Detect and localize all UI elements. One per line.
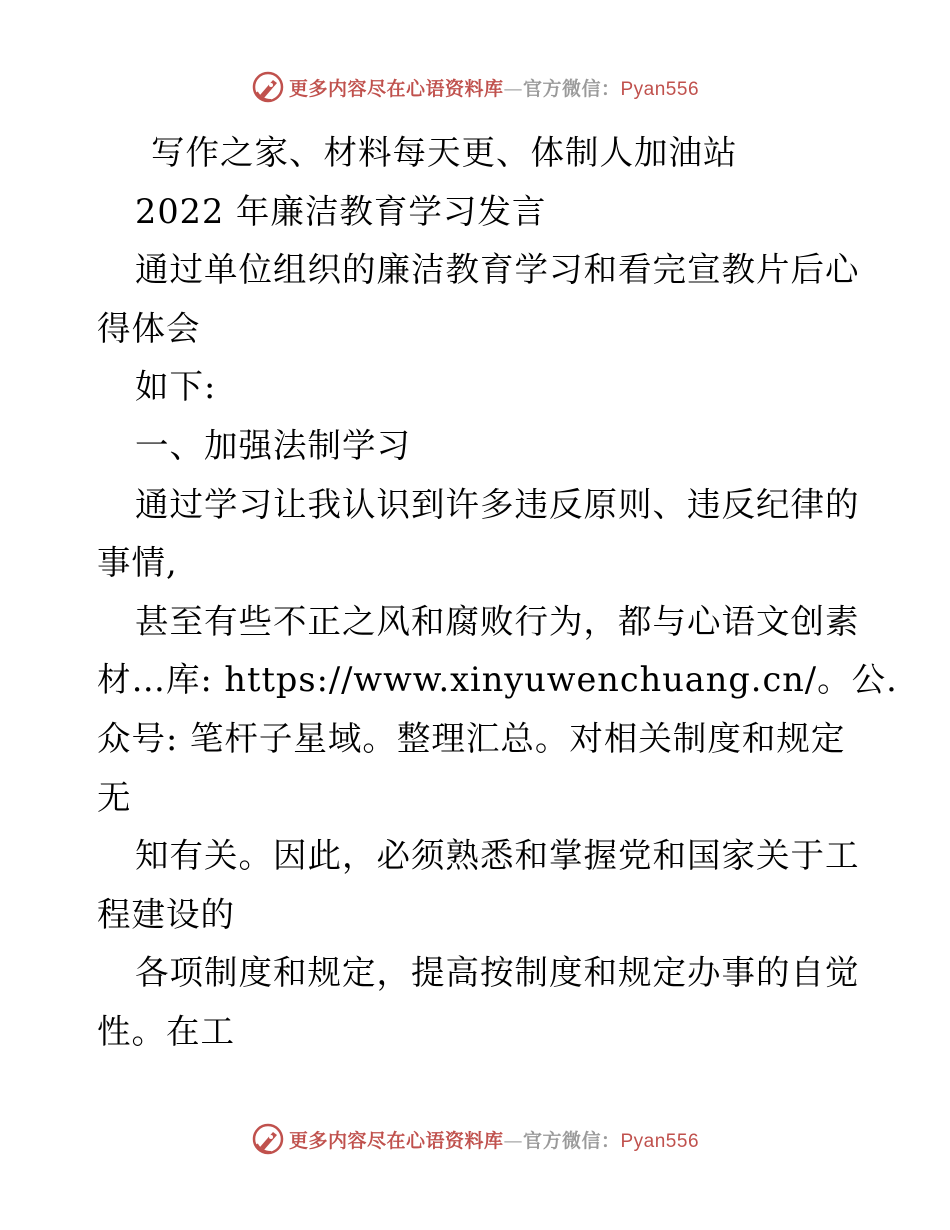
banner-text	[289, 1126, 699, 1153]
doc-line: 一、加强法制学习	[135, 425, 411, 465]
doc-line: 无	[97, 777, 132, 817]
pen-nib-circle-icon	[251, 70, 285, 104]
banner-sub: 官方微信：	[522, 77, 621, 100]
doc-line: 事情,	[97, 543, 178, 583]
banner-main: 更多内容尽在心语资料库	[288, 1129, 504, 1152]
banner-separator: —	[503, 77, 523, 100]
doc-line: 通过单位组织的廉洁教育学习和看完宣教片后心	[135, 250, 860, 290]
banner-wechat-id: Pyan556	[620, 1130, 700, 1152]
doc-line: 材…库: https://www.xinyuwenchuang.cn/。公.	[97, 660, 898, 700]
banner-main: 更多内容尽在心语资料库	[288, 77, 504, 100]
doc-line: 2022 年廉洁教育学习发言	[135, 191, 547, 231]
footer-banner	[0, 1122, 950, 1156]
doc-line: 知有关。因此，必须熟悉和掌握党和国家关于工	[135, 836, 860, 876]
doc-line: 性。在工	[97, 1011, 235, 1051]
doc-line: 众号: 笔杆子星域。整理汇总。对相关制度和规定	[97, 718, 846, 758]
banner-separator: —	[503, 1129, 523, 1152]
doc-line: 得体会	[97, 308, 201, 348]
banner-text	[289, 74, 699, 101]
doc-line: 各项制度和规定，提高按制度和规定办事的自觉	[135, 953, 860, 993]
doc-line: 写作之家、材料每天更、体制人加油站	[151, 133, 738, 172]
document-body	[97, 124, 898, 1062]
doc-line: 程建设的	[97, 894, 235, 934]
header-banner	[0, 70, 950, 104]
doc-line: 甚至有些不正之风和腐败行为，都与心语文创素	[135, 601, 860, 641]
pen-nib-circle-icon	[251, 1122, 285, 1156]
doc-line: 通过学习让我认识到许多违反原则、违反纪律的	[135, 484, 860, 524]
banner-sub: 官方微信：	[522, 1129, 621, 1152]
banner-wechat-id: Pyan556	[620, 78, 700, 100]
doc-line: 如下:	[135, 367, 217, 407]
